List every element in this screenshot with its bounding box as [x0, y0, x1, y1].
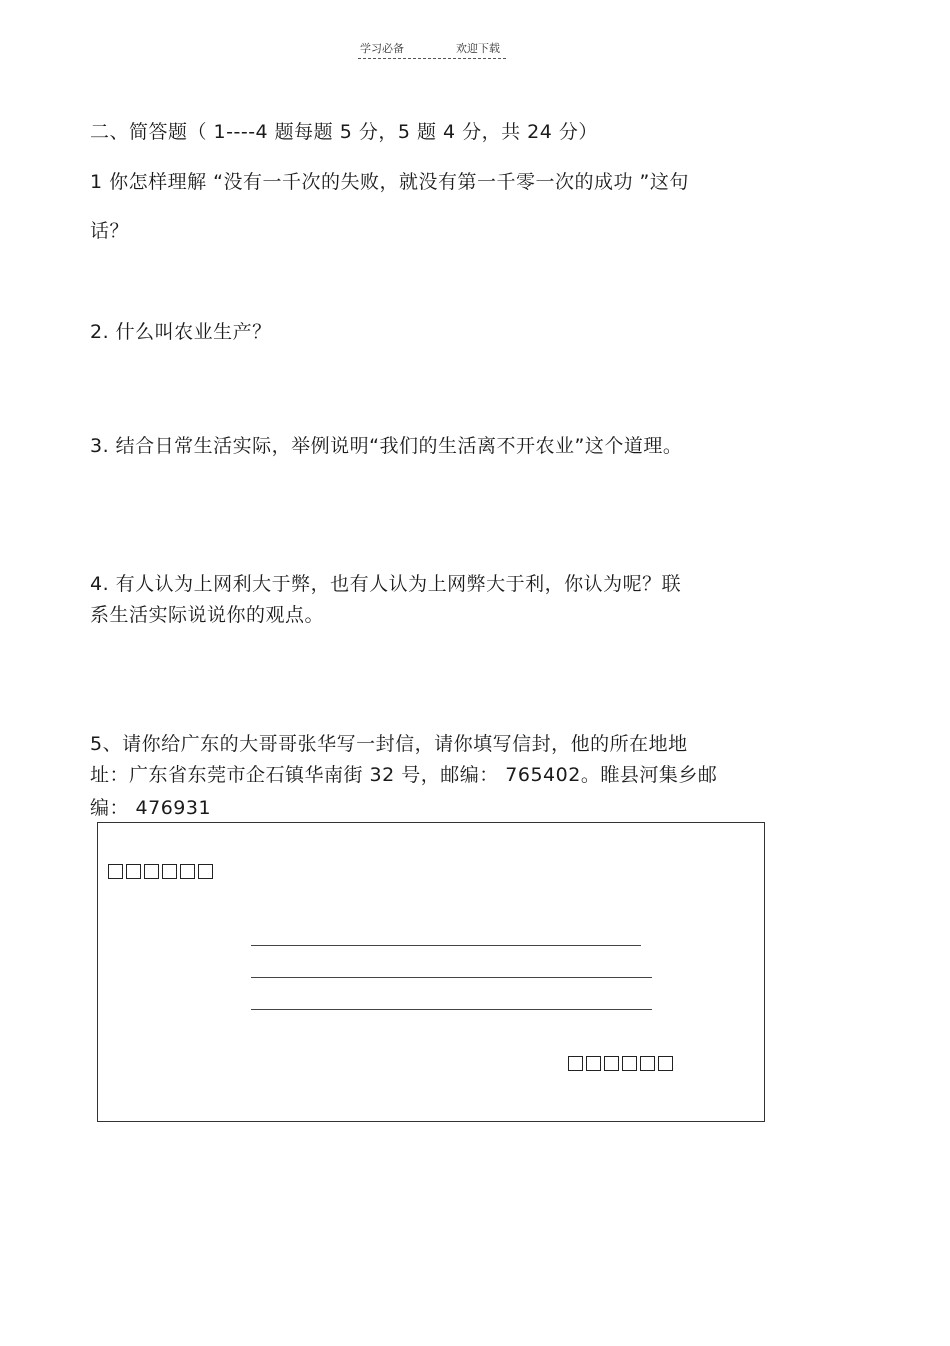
address-line-2[interactable] [251, 977, 652, 978]
page-header [358, 40, 506, 59]
address-line-1[interactable] [251, 945, 641, 946]
address-line-3[interactable] [251, 1009, 652, 1010]
question-1-line-1: 1 你怎样理解 “没有一千次的失败，就没有第一千零一次的成功 ”这句 [90, 171, 689, 193]
question-5-line-2: 址：广东省东莞市企石镇华南街 32 号，邮编： 765402。睢县河集乡邮 [90, 764, 718, 786]
postcode-box[interactable] [180, 864, 195, 879]
postcode-box[interactable] [198, 864, 213, 879]
question-3: 3. 结合日常生活实际，举例说明“我们的生活离不开农业”这个道理。 [90, 435, 683, 457]
header-left-text: 学习必备 [360, 42, 404, 55]
postcode-box[interactable] [568, 1056, 583, 1071]
section-title: 二、简答题（ 1----4 题每题 5 分，5 题 4 分，共 24 分） [90, 121, 598, 143]
question-4-line-2: 系生活实际说说你的观点。 [90, 604, 325, 626]
header-right-text: 欢迎下载 [456, 42, 500, 55]
postcode-box[interactable] [622, 1056, 637, 1071]
postcode-box[interactable] [144, 864, 159, 879]
postcode-box[interactable] [658, 1056, 673, 1071]
postcode-box[interactable] [604, 1056, 619, 1071]
postcode-box[interactable] [586, 1056, 601, 1071]
postcode-box[interactable] [162, 864, 177, 879]
question-2: 2. 什么叫农业生产？ [90, 321, 272, 343]
postcode-box[interactable] [640, 1056, 655, 1071]
question-5-line-3: 编： 476931 [90, 797, 212, 819]
recipient-postcode-boxes[interactable] [108, 864, 213, 879]
postcode-box[interactable] [108, 864, 123, 879]
sender-postcode-boxes[interactable] [568, 1056, 673, 1071]
envelope [97, 822, 765, 1122]
question-5-line-1: 5、请你给广东的大哥哥张华写一封信，请你填写信封，他的所在地地 [90, 733, 688, 755]
postcode-box[interactable] [126, 864, 141, 879]
question-4-line-1: 4. 有人认为上网利大于弊，也有人认为上网弊大于利，你认为呢？联 [90, 573, 682, 595]
question-1-line-2: 话？ [90, 220, 130, 242]
